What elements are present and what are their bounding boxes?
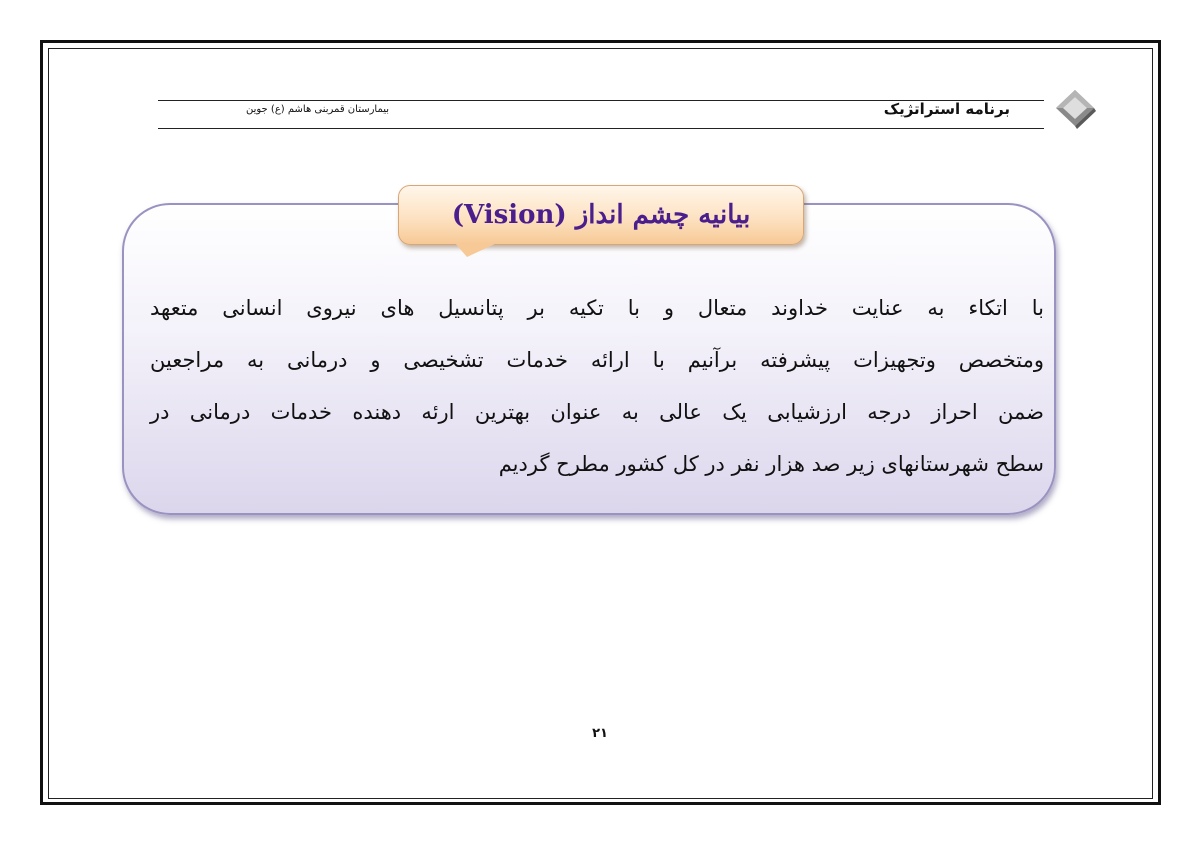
page-number: ۲۱ <box>592 726 608 741</box>
vision-line: سطح شهرستانهای زیر صد هزار نفر در کل کشور مطرح گردیم <box>498 452 1044 476</box>
diamond-icon <box>1050 86 1100 132</box>
vision-line: ومتخصص وتجهیزات پیشرفته برآنیم با ارائه خدمات تشخیصی و درمانی به مراجعین <box>150 348 1044 372</box>
header-rule-bottom <box>158 128 1044 129</box>
vision-line: با اتکاء به عنایت خداوند متعال و با تکیه بر پتانسیل های نیروی انسانی متعهد <box>150 296 1044 320</box>
vision-title-tab-pointer <box>455 243 497 257</box>
header-organization: بیمارستان قمربنی هاشم (ع) جوین <box>246 104 390 115</box>
vision-line: ضمن احراز درجه ارزشیابی یک عالی به عنوان بهترین ارئه دهنده خدمات درمانی در <box>150 400 1044 424</box>
vision-statement-text <box>150 282 1044 490</box>
header-title: برنامه استراتژیک <box>883 100 1010 118</box>
vision-title: بیانیه چشم انداز (Vision) <box>451 200 751 230</box>
